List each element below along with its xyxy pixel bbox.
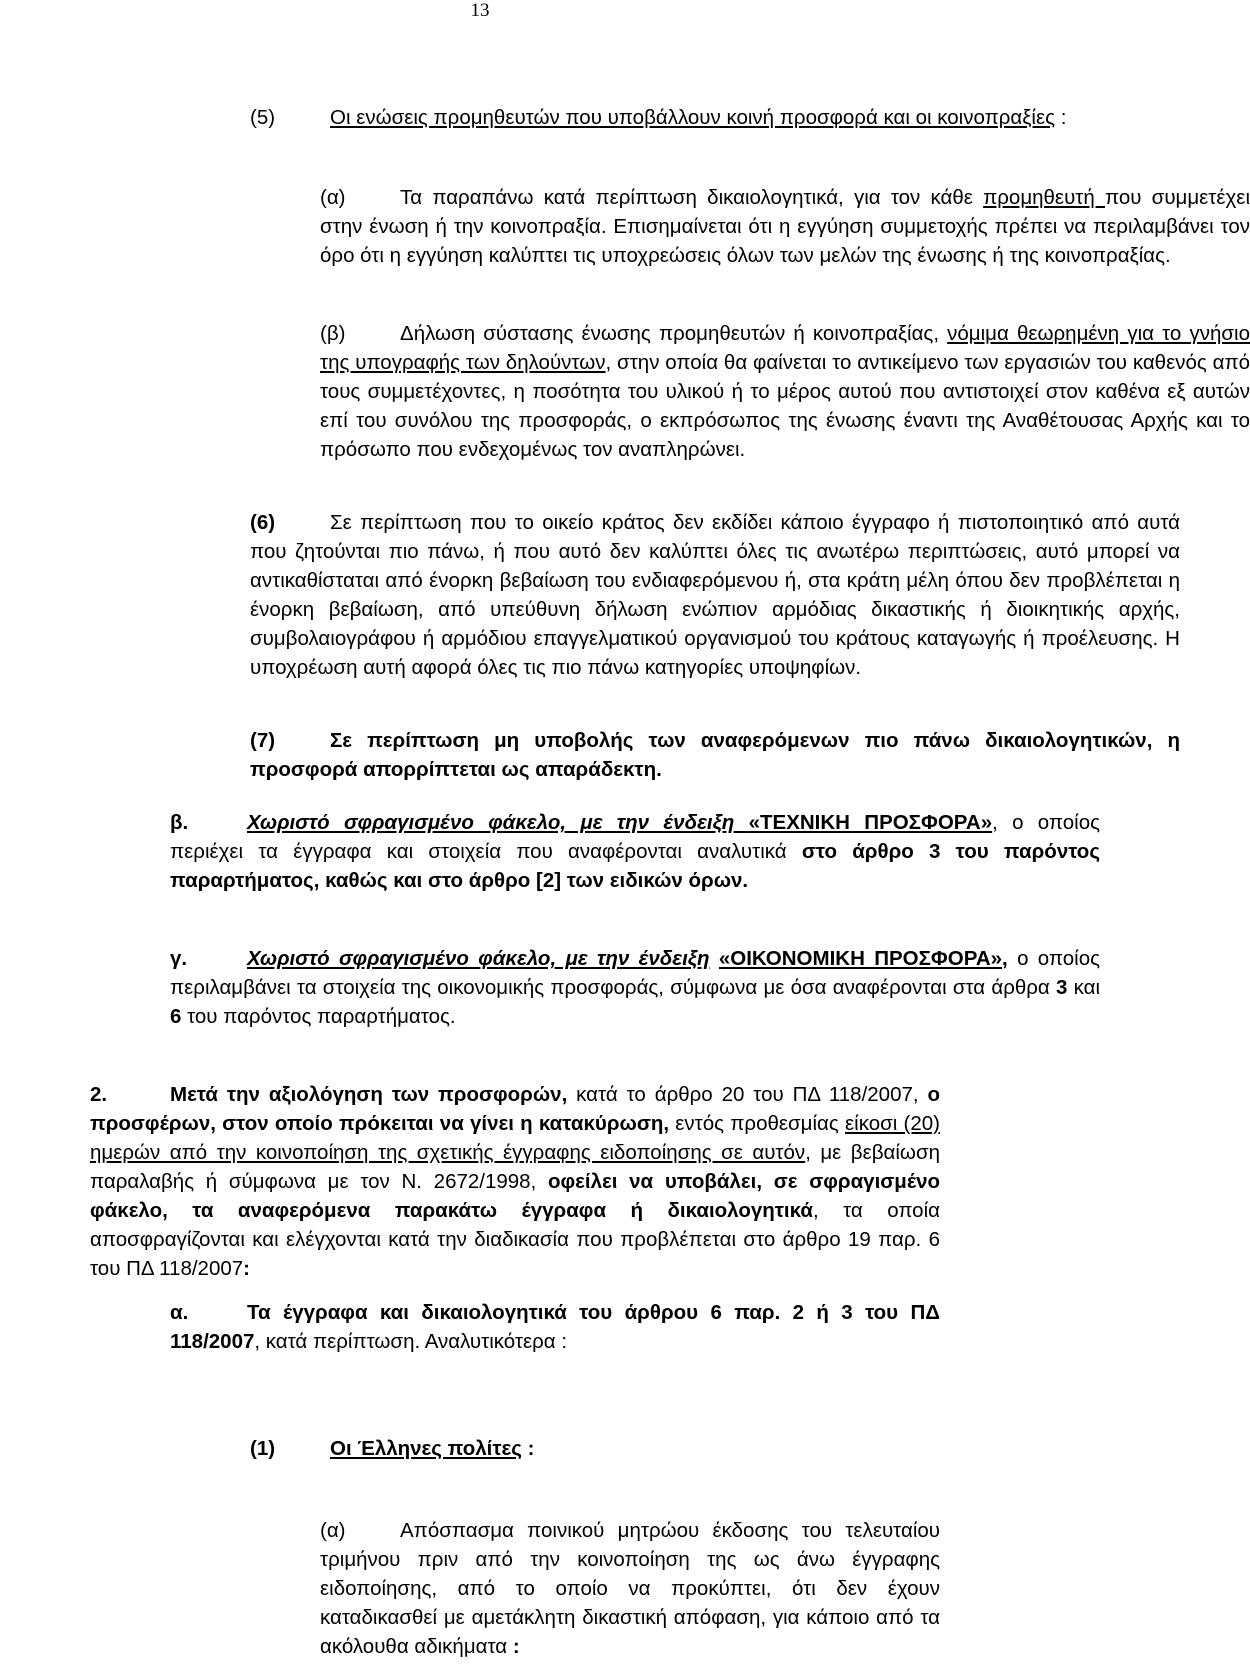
section-1-heading: (1) Οι Έλληνες πολίτες : [10, 1434, 1180, 1463]
section-label: (1) [250, 1437, 276, 1460]
paragraph-label: (β) [320, 322, 346, 345]
section-7: (7) Σε περίπτωση μη υποβολής των αναφερόμενων πιο πάνω δικαιολογητικών, η προσφορά απορρίπτεται ως απαράδεκτη. [10, 726, 1180, 784]
paragraph-alpha: α. Τα έγγραφα και δικαιολογητικά του άρθρου 6 παρ. 2 ή 3 του ΠΔ 118/2007, κατά περίπτωση. Αναλυτικότερα : [10, 1298, 940, 1356]
page-number: 13 [470, 0, 490, 21]
section-label: 2. [90, 1083, 108, 1106]
section-2: 2. Μετά την αξιολόγηση των προσφορών, κατά το άρθρο 20 του ΠΔ 118/2007, ο προσφέρων, στον οποίο πρόκειται να γίνει η κατακύρωση, εντός προθεσμίας είκοσι (20) ημερών από την κοινοποίηση της σχετικής έγγραφης ειδοποίησης σε αυτόν, με βεβαίωση παραλαβής ή σύμφωνα με τον Ν. 2672/1998, οφείλει να υποβάλει, σε σφραγισμένο φάκελο, τα αναφερόμενα παρακάτω έγγραφα ή δικαιολογητικά, τα οποία αποσφραγίζονται και ελέγχονται κατά την διαδικασία που προβλέπεται στο άρθρο 19 παρ. 6 του ΠΔ 118/2007: [10, 1080, 940, 1283]
section-title: Οι Έλληνες πολίτες [330, 1437, 522, 1460]
paragraph-label: β. [170, 811, 189, 834]
paragraph-label: γ. [170, 947, 188, 970]
section-label: (7) [250, 729, 276, 752]
section-title: Οι ενώσεις προμηθευτών που υποβάλλουν κοινή προσφορά και οι κοινοπραξίες [330, 106, 1055, 129]
section-label: (5) [250, 106, 276, 129]
section-label: (6) [250, 511, 276, 534]
paragraph-beta: β. Χωριστό σφραγισμένο φάκελο, με την ένδειξη «ΤΕΧΝΙΚΗ ΠΡΟΣΦΟΡΑ», ο οποίος περιέχει τα έγγραφα και στοιχεία που αναφέρονται αναλυτικά στο άρθρο 3 του παρόντος παραρτήματος, καθώς και στο άρθρο [2] των ειδικών όρων. [10, 808, 1100, 895]
paragraph-1a: (α) Απόσπασμα ποινικού μητρώου έκδοσης του τελευταίου τριμήνου πριν από την κοινοποίηση της ως άνω έγγραφης ειδοποίησης, από το οποίο να προκύπτει, ότι δεν έχουν καταδικασθεί με αμετάκλητη δικαστική απόφαση, για κάποιο από τα ακόλουθα αδικήματα : [10, 1516, 940, 1661]
paragraph-label: (α) [320, 186, 346, 209]
section-5-heading: (5) Οι ενώσεις προμηθευτών που υποβάλλουν κοινή προσφορά και οι κοινοπραξίες : [10, 103, 1180, 132]
paragraph-5a: (α) Τα παραπάνω κατά περίπτωση δικαιολογητικά, για τον κάθε προμηθευτή που συμμετέχει στην ένωση ή την κοινοπραξία. Επισημαίνεται ότι η εγγύηση συμμετοχής πρέπει να περιλαμβάνει τον όρο ότι η εγγύηση καλύπτει τις υποχρεώσεις όλων των μελών της ένωσης ή της κοινοπραξίας. [10, 183, 1250, 270]
paragraph-gamma: γ. Χωριστό σφραγισμένο φάκελο, με την ένδειξη «ΟΙΚΟΝΟΜΙΚΗ ΠΡΟΣΦΟΡΑ», ο οποίος περιλαμβάνει τα στοιχεία της οικονομικής προσφοράς, σύμφωνα με όσα αναφέρονται στα άρθρα 3 και 6 του παρόντος παραρτήματος. [10, 944, 1100, 1031]
paragraph-label: (α) [320, 1519, 346, 1542]
paragraph-label: α. [170, 1301, 189, 1324]
section-6: (6) Σε περίπτωση που το οικείο κράτος δεν εκδίδει κάποιο έγγραφο ή πιστοποιητικό από αυτά που ζητούνται πιο πάνω, ή που αυτό δεν καλύπτει όλες τις ανωτέρω περιπτώσεις, αυτό μπορεί να αντικαθίσταται από ένορκη βεβαίωση του ενδιαφερόμενου ή, στα κράτη μέλη όπου δεν προβλέπεται η ένορκη βεβαίωση, από υπεύθυνη δήλωση ενώπιον αρμόδιας δικαστικής ή διοικητικής αρχής, συμβολαιογράφου ή αρμόδιου επαγγελματικού οργανισμού του κράτους καταγωγής ή προέλευσης. Η υποχρέωση αυτή αφορά όλες τις πιο πάνω κατηγορίες υποψηφίων. [10, 508, 1180, 682]
paragraph-5b: (β) Δήλωση σύστασης ένωσης προμηθευτών ή κοινοπραξίας, νόμιμα θεωρημένη για το γνήσιο της υπογραφής των δηλούντων, στην οποία θα φαίνεται το αντικείμενο των εργασιών του καθενός από τους συμμετέχοντες, η ποσότητα του υλικού ή το μέρος αυτού που αντιστοιχεί στον καθένα εξ αυτών επί του συνόλου της προσφοράς, ο εκπρόσωπος της ένωσης έναντι της Αναθέτουσας Αρχής και το πρόσωπο που ενδεχομένως τον αναπληρώνει. [10, 319, 1250, 464]
